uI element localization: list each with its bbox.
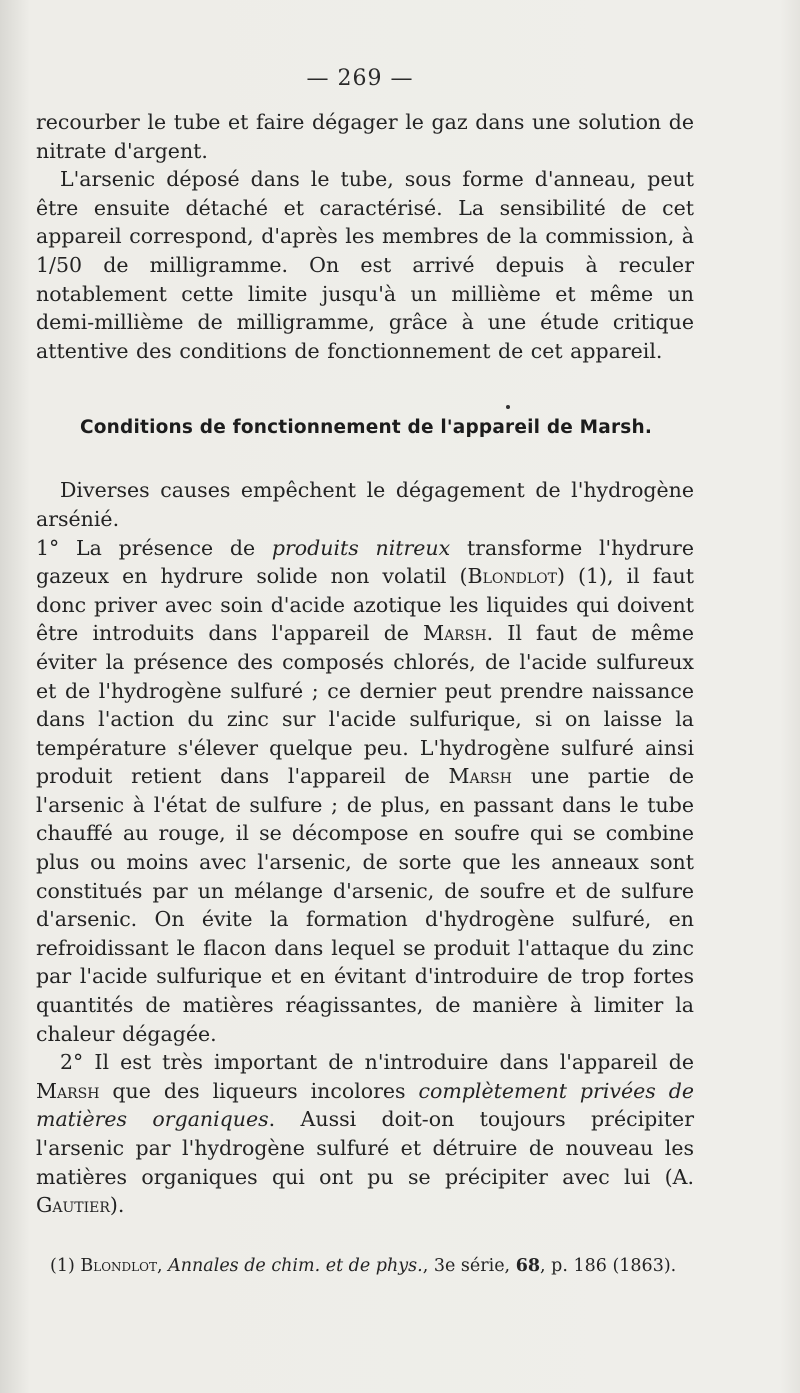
footnote-author: Blondlot: [80, 1255, 157, 1276]
text-run: une partie de l'arsenic à l'état de sulfure ; de plus, en passant dans le tube chauffé au rouge, il se décompose en soufre qui se combine plus ou moins avec l'arsenic, de sorte que les anneaux sont constitués par un mélange d'arsenic, de soufre et de sulfure d'arsenic. On évite la formation d'hydrogène sulfuré, en refroidissant le flacon dans lequel se produit l'attaque du zinc par l'acide sulfurique et en évitant d'introduire de trop fortes quantités de matières réagissantes, de manière à limiter la chaleur dégagée.: [36, 764, 694, 1046]
author-name: Blondlot: [467, 564, 557, 589]
text-run: ) (1), il faut donc priver avec soin d'acide azotique les liquides qui doivent être introduits dans l'appareil de: [36, 564, 695, 646]
text-run: ).: [109, 1193, 125, 1218]
footnote-journal: Annales de chim. et de phys.: [168, 1255, 423, 1276]
text-run: , p. 186 (1863).: [540, 1255, 677, 1276]
footnote: [50, 1254, 694, 1278]
footnote-volume: 68: [515, 1255, 541, 1276]
text-run: transforme l'hydrure gazeux en hydrure solide non volatil (: [36, 535, 694, 589]
author-name: Gautier: [36, 1193, 110, 1218]
author-name: Marsh: [423, 621, 487, 646]
paragraph-organic-matter: [36, 1048, 694, 1220]
section-heading: Conditions de fonctionnement de l'appareil de Marsh.: [80, 417, 653, 439]
page-number: — 269 —: [306, 66, 414, 91]
text-run: . Il faut de même éviter la présence des composés chlorés, de l'acide sulfureux et de l'hydrogène sulfuré ; ce dernier peut prendre naissance dans l'action du zinc sur l'acide sulfurique, si on laisse la température s'élever quelque peu. L'hydrogène sulfuré ainsi produit retient dans l'appareil de: [36, 621, 694, 789]
paragraph-continuation: recourber le tube et faire dégager le gaz dans une solution de nitrate d'argent.: [36, 110, 694, 163]
paragraph-sensitivity: L'arsenic déposé dans le tube, sous forme d'anneau, peut être ensuite détaché et caractérisé. La sensibilité de cet appareil correspond, d'après les membres de la commission, à 1/50 de milligramme. On est arrivé depuis à reculer notablement cette limite jusqu'à un millième et même un demi-millième de milligramme, grâce à une étude critique attentive des conditions de fonctionnement de cet appareil.: [36, 167, 694, 363]
paragraph-causes: Diverses causes empêchent le dégagement de l'hydrogène arsénié.: [36, 478, 694, 531]
text-run: que des liqueurs incolores: [99, 1078, 419, 1103]
text-run: ,: [156, 1255, 169, 1276]
text-run: 1° La présence de: [36, 535, 272, 560]
author-name: Marsh: [448, 764, 512, 789]
emphasis: complètement privées de matières organiques: [36, 1078, 694, 1132]
page-body: [36, 108, 694, 1278]
text-run: 2° Il est très important de n'introduire dans l'appareil de: [60, 1050, 694, 1075]
text-run: , 3e série,: [422, 1255, 516, 1276]
text-run: . Aussi doit-on toujours précipiter l'arsenic par l'hydrogène sulfuré et détruire de nouveau les matières organiques qui ont pu se précipiter avec lui (A.: [36, 1107, 694, 1189]
paragraph-nitrous-products: [36, 534, 694, 1049]
author-name: Marsh: [36, 1078, 100, 1103]
emphasis: produits nitreux: [271, 535, 451, 560]
footnote-marker: (1): [50, 1255, 81, 1276]
